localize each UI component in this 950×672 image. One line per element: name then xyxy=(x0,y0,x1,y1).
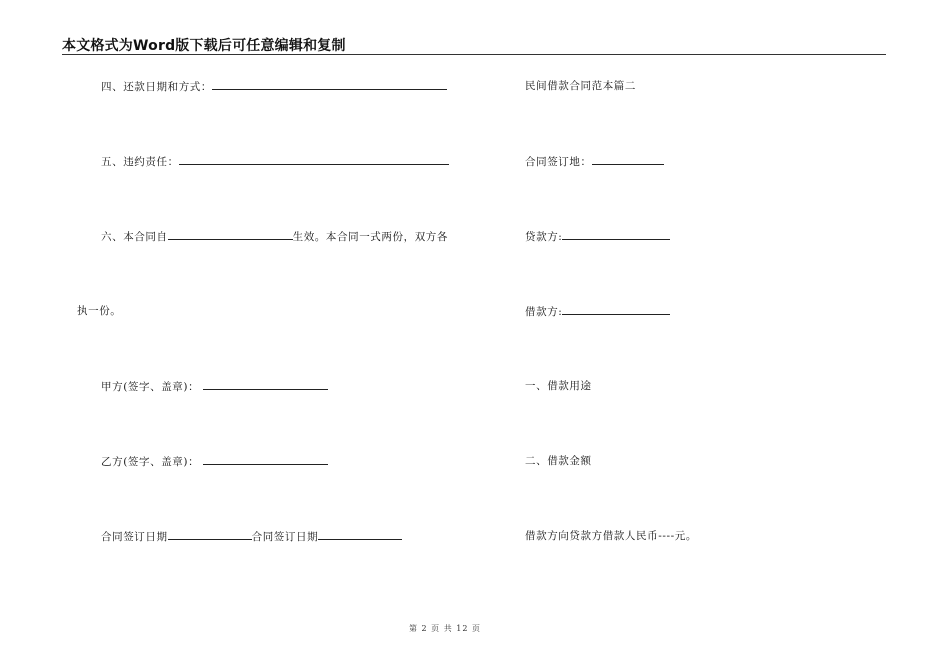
breach-blank[interactable] xyxy=(179,154,449,165)
borrower-row xyxy=(525,304,670,319)
repayment-blank[interactable] xyxy=(212,79,447,90)
sign-place-blank[interactable] xyxy=(592,154,664,165)
breach-clause xyxy=(101,154,449,169)
borrower-blank[interactable] xyxy=(562,304,670,315)
sign-place-label: 合同签订地： xyxy=(525,156,592,168)
party-b-signature xyxy=(101,454,328,469)
page-number-footer: 第 2 页 共 12 页 xyxy=(409,624,481,633)
loan-amount-heading: 二、借款金额 xyxy=(525,455,592,467)
party-b-blank[interactable] xyxy=(203,454,328,465)
party-a-signature xyxy=(101,379,328,394)
sign-date-label-2: 合同签订日期 xyxy=(251,531,319,543)
effective-label-a: 六、本合同自 xyxy=(101,231,168,243)
lender-row xyxy=(525,229,670,244)
party-a-label: 甲方(签字、盖章)： xyxy=(101,381,200,393)
page-header-title: 本文格式为Word版下载后可任意编辑和复制 xyxy=(62,38,346,54)
party-b-label: 乙方(签字、盖章)： xyxy=(101,456,200,468)
effective-clause-continued: 执一份。 xyxy=(77,305,122,317)
effective-label-b: 生效。本合同一式两份，双方各 xyxy=(292,231,449,243)
party-a-blank[interactable] xyxy=(203,379,328,390)
sign-date-row xyxy=(101,529,402,544)
effective-clause xyxy=(101,229,448,244)
lender-blank[interactable] xyxy=(562,229,670,240)
borrower-label: 借款方: xyxy=(525,306,563,318)
repayment-label: 四、还款日期和方式： xyxy=(101,81,212,93)
breach-label: 五、违约责任： xyxy=(101,156,179,168)
sign-date-blank-1[interactable] xyxy=(168,529,252,540)
effective-date-blank[interactable] xyxy=(168,229,293,240)
section-heading: 民间借款合同范本篇二 xyxy=(525,80,636,92)
loan-purpose-heading: 一、借款用途 xyxy=(525,380,592,392)
sign-place-row xyxy=(525,154,664,169)
header-divider xyxy=(62,54,886,55)
lender-label: 贷款方: xyxy=(525,231,563,243)
sign-date-blank-2[interactable] xyxy=(318,529,402,540)
repayment-clause xyxy=(101,79,447,94)
loan-amount-text: 借款方向贷款方借款人民币----元。 xyxy=(525,530,697,542)
sign-date-label-1: 合同签订日期 xyxy=(101,531,168,543)
